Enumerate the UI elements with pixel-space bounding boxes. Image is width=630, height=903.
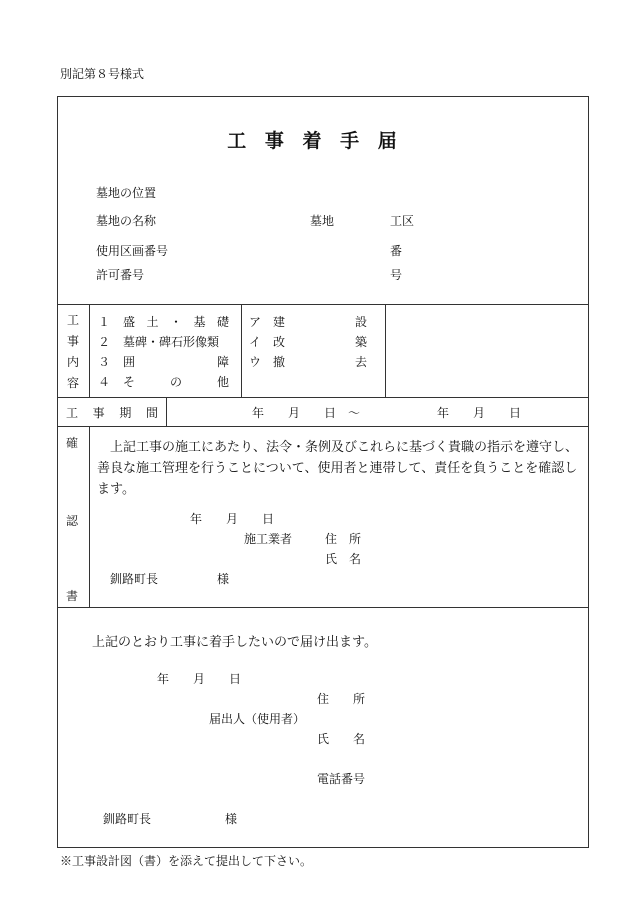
work-type-text: 建 設 (273, 315, 367, 329)
plot-number-suffix: 番 (390, 244, 403, 258)
divider-period-label (166, 397, 167, 426)
page-title: 工 事 着 手 届 (227, 130, 403, 152)
contractor-label: 施工業者 (244, 532, 293, 546)
divider-work-label (89, 304, 90, 397)
applicant-name-label: 氏 名 (317, 732, 366, 746)
confirmation-text: 上記工事の施工にあたり、法令・条例及びこれらに基づく貴職の指示を遵守し、善良な施工管理を行うことについて、使用者と連帯して、責任を負うことを確認します。 (97, 440, 579, 497)
cemetery-name-label: 墓地の名称 (96, 214, 157, 228)
work-type-text: 撤 去 (273, 355, 367, 369)
work-item-number: ３ (98, 355, 111, 369)
divider-confirmation-label (89, 426, 90, 607)
work-item-number: ２ (98, 335, 111, 349)
work-period-start: 年 月 日 〜 (252, 406, 361, 420)
footnote: ※工事設計図（書）を添えて提出して下さい。 (60, 854, 313, 868)
divider-header (57, 304, 589, 305)
notification-date: 年 月 日 (157, 672, 242, 686)
work-content-label-char: 事 (67, 334, 80, 348)
work-type-kana: イ (249, 335, 262, 349)
work-item-text: 囲 障 (123, 355, 229, 369)
divider-work-items (241, 304, 242, 397)
work-item-text: 盛 土 ・ 基 礎 (123, 315, 229, 329)
work-type-text: 改 築 (273, 335, 367, 349)
permit-number-suffix: 号 (390, 268, 403, 282)
section-suffix: 工区 (390, 214, 415, 228)
work-type-kana: ウ (249, 355, 262, 369)
work-item-text: そ の 他 (123, 375, 229, 389)
permit-number-label: 許可番号 (96, 268, 145, 282)
applicant-phone-label: 電話番号 (317, 772, 366, 786)
notification-addressee: 釧路町長 (103, 812, 152, 826)
work-content-label-char: 内 (67, 355, 80, 369)
work-period-label: 工 事 期 間 (66, 406, 158, 420)
contractor-name-label: 氏 名 (325, 552, 362, 566)
work-item-text: 墓碑・碑石形像類 (123, 335, 220, 349)
divider-work-types (385, 304, 386, 397)
applicant-address-label: 住 所 (317, 692, 366, 706)
work-item-number: ４ (98, 375, 111, 389)
cemetery-suffix: 墓地 (310, 214, 335, 228)
cemetery-location-label: 墓地の位置 (96, 186, 157, 200)
work-item-number: １ (98, 315, 111, 329)
form-number-label: 別記第８号様式 (60, 67, 145, 81)
confirmation-label-char: 認 (66, 514, 79, 528)
divider-confirmation (57, 607, 589, 608)
work-period-end: 年 月 日 (437, 406, 522, 420)
confirmation-addressee: 釧路町長 (110, 572, 159, 586)
confirmation-date: 年 月 日 (190, 512, 275, 526)
contractor-address-label: 住 所 (325, 532, 362, 546)
plot-number-label: 使用区画番号 (96, 244, 169, 258)
work-type-kana: ア (249, 315, 262, 329)
confirmation-honorific: 様 (217, 572, 230, 586)
applicant-label: 届出人（使用者） (209, 712, 306, 726)
notification-honorific: 様 (225, 812, 238, 826)
work-content-label-char: 工 (67, 313, 80, 327)
divider-period (57, 426, 589, 427)
divider-work-content (57, 397, 589, 398)
notification-text: 上記のとおり工事に着手したいので届け出ます。 (92, 635, 377, 650)
confirmation-label-char: 確 (66, 436, 79, 450)
confirmation-label-char: 書 (66, 589, 79, 603)
work-content-label-char: 容 (67, 376, 80, 390)
